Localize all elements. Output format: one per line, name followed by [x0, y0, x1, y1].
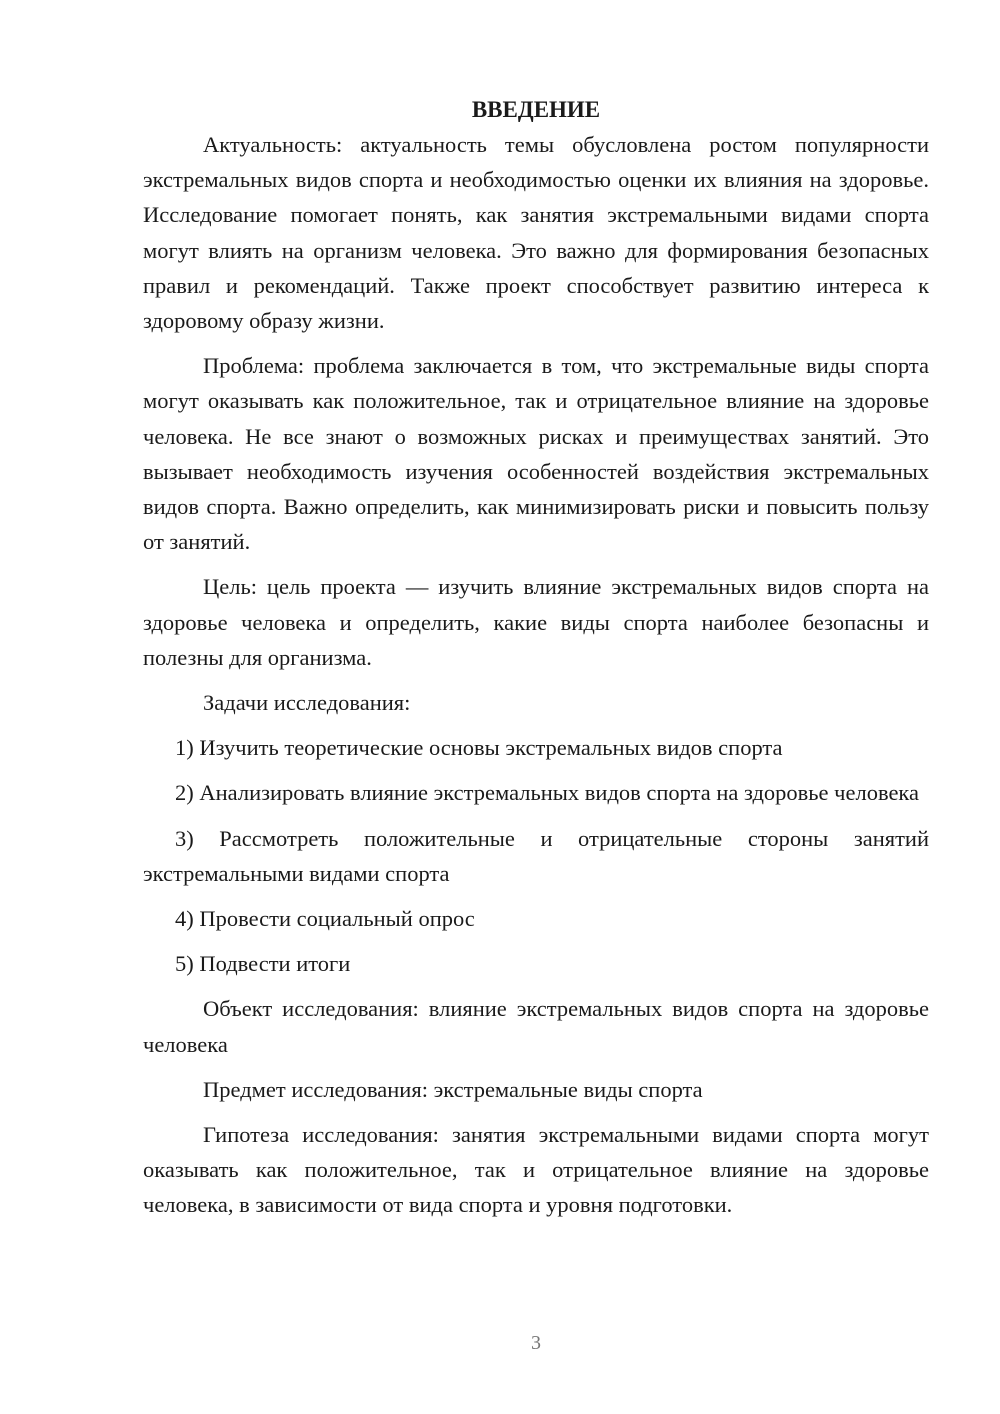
paragraph-relevance: Актуальность: актуальность темы обусловлена ростом популярности экстремальных видов спорта и необходимостью оценки их влияния на здоровье. Исследование помогает понять, как занятия экстремальными видами спорта могут влиять на организм человека. Это важно для формирования безопасных правил и рекомендаций. Также проект способствует развитию интереса к здоровому образу жизни. — [143, 132, 929, 334]
page-title: ВВЕДЕНИЕ — [471, 97, 601, 122]
document-page — [143, 92, 929, 1233]
task-item-4: 4) Провести социальный опрос — [175, 906, 475, 932]
tasks-heading: Задачи исследования: — [203, 690, 411, 716]
task-item-2: 2) Анализировать влияние экстремальных видов спорта на здоровье человека — [175, 780, 920, 806]
paragraph-subject: Предмет исследования: экстремальные виды спорта — [203, 1076, 703, 1102]
task-item-5: 5) Подвести итоги — [175, 951, 351, 977]
task-item-1: 1) Изучить теоретические основы экстремальных видов спорта — [175, 735, 783, 761]
paragraph-goal: Цель: цель проекта — изучить влияние экстремальных видов спорта на здоровье человека и определить, какие виды спорта наиболее безопасны и полезны для организма. — [143, 574, 929, 670]
paragraph-problem: Проблема: проблема заключается в том, что экстремальные виды спорта могут оказывать как положительное, так и отрицательное влияние на здоровье человека. Не все знают о возможных рисках и преимуществах занятий. Это вызывает необходимость изучения особенностей воздействия экстремальных видов спорта. Важно определить, как минимизировать риски и повысить пользу от занятий. — [143, 353, 929, 555]
paragraph-object: Объект исследования: влияние экстремальных видов спорта на здоровье человека — [143, 996, 929, 1057]
task-item-3: 3) Рассмотреть положительные и отрицательные стороны занятий экстремальными видами спорта — [143, 825, 929, 886]
page-number: 3 — [531, 1332, 541, 1354]
paragraph-hypothesis: Гипотеза исследования: занятия экстремальными видами спорта могут оказывать как положительное, так и отрицательное влияние на здоровье человека, в зависимости от вида спорта и уровня подготовки. — [143, 1122, 929, 1218]
